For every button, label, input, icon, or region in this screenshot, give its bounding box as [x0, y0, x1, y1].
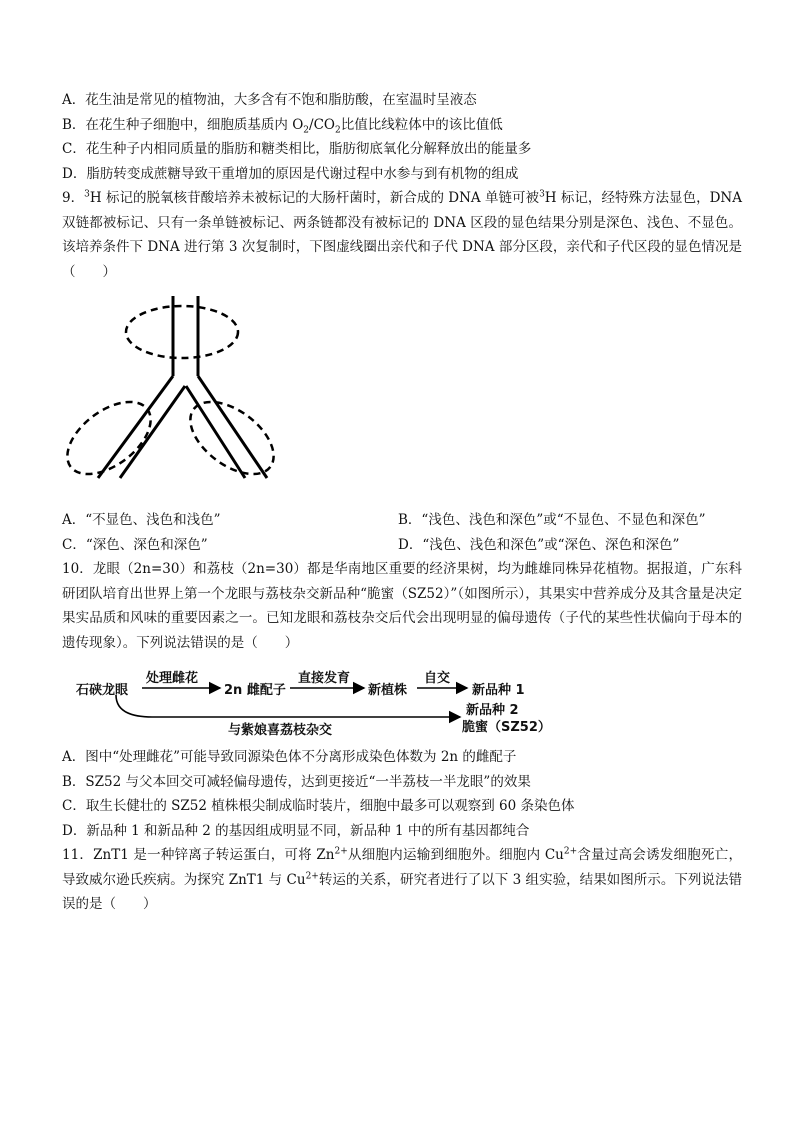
- q10-option-a: A．图中“处理雌花”可能导致同源染色体不分离形成染色体数为 2n 的雌配子: [62, 749, 517, 765]
- longan-parent-label: 石硖龙眼: [76, 683, 129, 698]
- q10-option-b: B．SZ52 与父本回交可减轻偏母遗传，达到更接近“一半荔枝一半龙眼”的效果: [62, 773, 531, 790]
- q9-option-c: C．“深色、深色和深色”: [62, 536, 208, 553]
- sz52-label: 脆蜜（SZ52）: [462, 720, 551, 735]
- dna-replication-figure: [62, 288, 742, 502]
- q9-stem: 9．$^3$H 标记的脱氧核苷酸培养未被标记的大肠杆菌时，新合成的 DNA 单链可被$^3$H 标记，经特殊方法显色，DNA 双链都被标记、只有一条单链被标记、两条链都没有被标记的 DNA 区段的显色结果分别是深色、浅色、不显色。该培养条件下 DNA 进行第 3 次复制时，下图虚线圈出亲代和子代 DNA 部分区段，亲代和子代区段的显色情况是（ ）: [62, 189, 742, 280]
- q8-option-c: C．花生种子内相同质量的脂肪和糖类相比，脂肪彻底氧化分解释放出的能量多: [62, 141, 532, 157]
- q10-option-d: D．新品种 1 和新品种 2 的基因组成明显不同，新品种 1 中的所有基因都纯合: [62, 822, 530, 839]
- dna-fork-diagram: [62, 288, 302, 502]
- self-cross-label: 自交: [424, 671, 451, 686]
- q9-option-b: B．“浅色、浅色和深色”或“不显色、不显色和深色”: [398, 512, 706, 528]
- daughter-left-outer: [98, 376, 173, 478]
- q8-option-d: D．脂肪转变成蔗糖导致干重增加的原因是代谢过程中水参与到有机物的组成: [62, 165, 519, 182]
- treat-female-flower-label: 处理雌花: [146, 671, 199, 686]
- new-plant-label: 新植株: [368, 683, 408, 698]
- breeding-flow-diagram: [62, 669, 742, 739]
- daughter-right-outer: [198, 376, 267, 478]
- right-child-dashed-circle: [177, 388, 286, 489]
- exam-page: [62, 88, 742, 917]
- daughter-left-inner: [120, 386, 185, 478]
- new-variety-2-label: 新品种 2: [466, 703, 519, 718]
- q9-options-row1: [62, 508, 742, 533]
- 2n-female-gamete-label: 2n 雌配子: [224, 683, 286, 698]
- q10-option-c: C．取生长健壮的 SZ52 植株根尖制成临时装片，细胞中最多可以观察到 60 条染色体: [62, 798, 575, 814]
- q8-option-b: B．在花生种子细胞中，细胞质基质内 $O_2/CO_2$比值比线粒体中的该比值低: [62, 116, 503, 136]
- new-variety-1-label: 新品种 1: [472, 683, 525, 698]
- q10-stem: 10．龙眼（2n=30）和荔枝（2n=30）都是华南地区重要的经济果树，均为雌雄同株异花植物。据报道，广东科研团队培育出世界上第一个龙眼与荔枝杂交新品种“脆蜜（SZ52）”（如图所示），其果实中营养成分及其含量是决定果实品质和风味的重要因素之一。已知龙眼和荔枝杂交后代会出现明显的偏母遗传（子代的某些性状偏向于母本的遗传现象）。下列说法错误的是（ ）: [62, 561, 742, 651]
- direct-development-label: 直接发育: [298, 671, 351, 686]
- q9-option-a: A．“不显色、浅色和浅色”: [62, 512, 221, 528]
- q9-options-row2: [62, 533, 742, 558]
- arrow-to-sz52: [116, 695, 460, 717]
- q9-option-d: D．“浅色、浅色和深色”或“深色、深色和深色”: [398, 536, 680, 553]
- q11-stem: 11．ZnT1 是一种锌离子转运蛋白，可将 $Zn^{2+}$从细胞内运输到细胞外。细胞内 $Cu^{2+}$含量过高会诱发细胞死亡，导致威尔逊氏疾病。为探究 ZnT1 与 $Cu^{2+}$转运的关系，研究者进行了以下 3 组实验，结果如图所示。下列说法错误的是（ ）: [62, 846, 742, 912]
- cross-with-lychee-label: 与紫娘喜荔枝杂交: [228, 723, 333, 738]
- parent-dashed-circle: [126, 306, 238, 358]
- q8-option-a: A．花生油是常见的植物油，大多含有不饱和脂肪酸，在室温时呈液态: [62, 92, 477, 108]
